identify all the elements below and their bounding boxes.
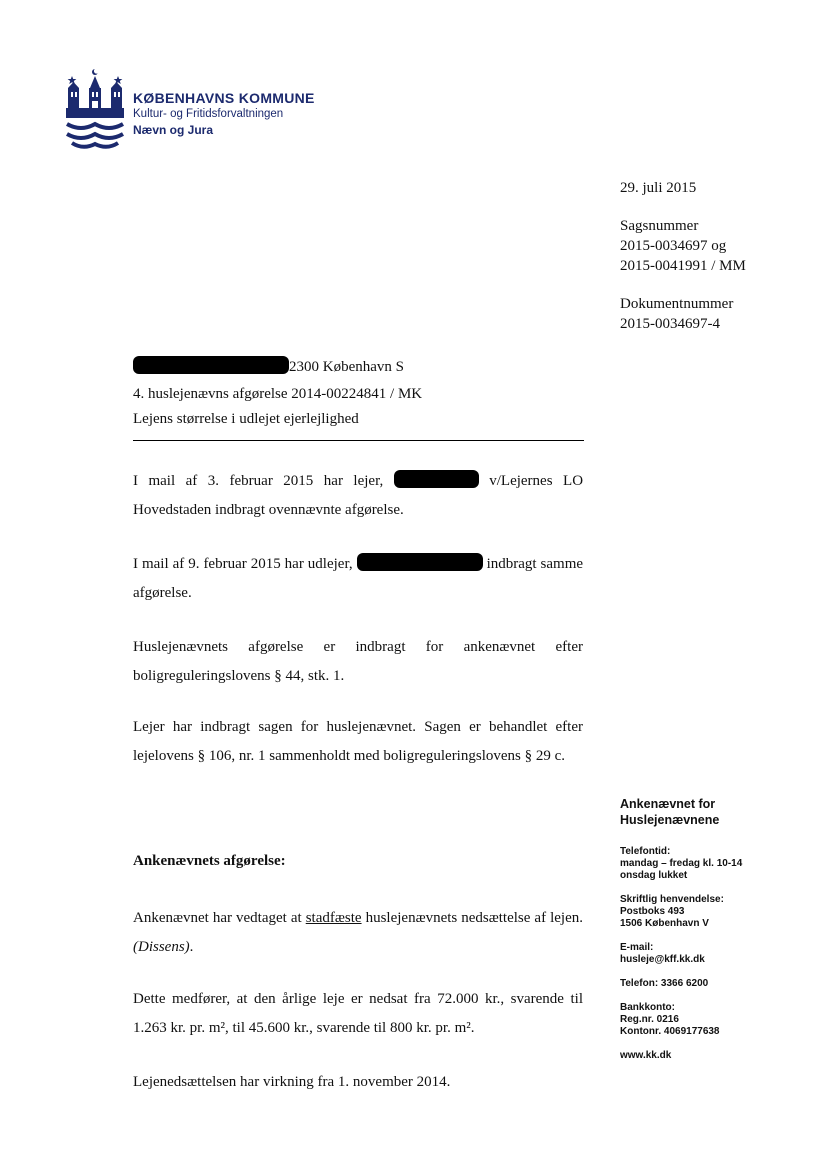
dissent-note: (Dissens) <box>133 939 190 955</box>
sidebar-title-1: Ankenævnet for <box>620 797 716 811</box>
postal-city: 1506 København V <box>620 918 709 929</box>
postbox: Postboks 493 <box>620 906 685 917</box>
unit-name: Nævn og Jura <box>133 123 214 137</box>
bank-reg: Reg.nr. 0216 <box>620 1014 679 1025</box>
case-number-line1: 2015-0034697 og <box>620 238 727 254</box>
header-divider <box>133 440 584 441</box>
copenhagen-coat-of-arms-logo <box>64 68 126 152</box>
case-number-label: Sagsnummer <box>620 218 699 234</box>
phone-hours-1: mandag – fredag kl. 10-14 <box>620 858 743 869</box>
subject-line-1: 4. huslejenævns afgørelse 2014-00224841 / MK <box>133 386 423 402</box>
website-link[interactable]: www.kk.dk <box>620 1050 672 1061</box>
phone-number: Telefon: 3366 6200 <box>620 978 709 989</box>
bank-account: Kontonr. 4069177638 <box>620 1026 720 1037</box>
paragraph-effective-date: Lejenedsættelsen har virkning fra 1. november 2014. <box>133 1074 451 1090</box>
paragraph-decision: Ankenævnet har vedtaget at stadfæste huslejenævnets nedsættelse af lejen. (Dissens). <box>133 910 584 955</box>
paragraph-tenant-appeal: I mail af 3. februar 2015 har lejer, v/Lejernes LO Hovedstaden indbragt ovennævnte afgørelse. <box>133 467 583 525</box>
recipient-address-line <box>133 355 584 380</box>
document-number-label: Dokumentnummer <box>620 296 734 312</box>
paragraph-procedure: Lejer har indbragt sagen for huslejenævnet. Sagen er behandlet efter lejelovens § 106, nr. 1 sammenholdt med boligreguleringslovens § 29 c. <box>133 719 583 764</box>
department-name: Kultur- og Fritidsforvaltningen <box>133 108 284 120</box>
bank-label: Bankkonto: <box>620 1002 675 1013</box>
redacted-block <box>394 470 479 488</box>
decision-keyword: stadfæste <box>305 910 362 926</box>
sidebar-title-2: Huslejenævnene <box>620 813 720 827</box>
phone-hours-label: Telefontid: <box>620 846 671 857</box>
redacted-block <box>133 356 289 374</box>
email-link[interactable]: husleje@kff.kk.dk <box>620 954 705 965</box>
email-label: E-mail: <box>620 942 654 953</box>
document-number: 2015-0034697-4 <box>620 316 720 332</box>
redacted-block <box>357 553 483 571</box>
written-contact-label: Skriftlig henvendelse: <box>620 894 724 905</box>
organization-name: KØBENHAVNS KOMMUNE <box>133 90 315 106</box>
case-number-line2: 2015-0041991 / MM <box>620 258 746 274</box>
contact-sidebar <box>620 796 800 1062</box>
paragraph-landlord-appeal: I mail af 9. februar 2015 har udlejer, indbragt samme afgørelse. <box>133 550 583 608</box>
subject-line-2: Lejens størrelse i udlejet ejerlejlighed <box>133 411 359 427</box>
letter-date: 29. juli 2015 <box>620 180 697 196</box>
decision-heading: Ankenævnets afgørelse: <box>133 853 286 869</box>
recipient-address: 2300 København S <box>289 359 404 375</box>
paragraph-legal-basis: Huslejenævnets afgørelse er indbragt for ankenævnet efter boligreguleringslovens § 44, stk. 1. <box>133 639 583 684</box>
phone-hours-2: onsdag lukket <box>620 870 688 881</box>
paragraph-rent-change: Dette medfører, at den årlige leje er nedsat fra 72.000 kr., svarende til 1.263 kr. pr. m², til 45.600 kr., svarende til 800 kr. pr. m². <box>133 991 583 1036</box>
